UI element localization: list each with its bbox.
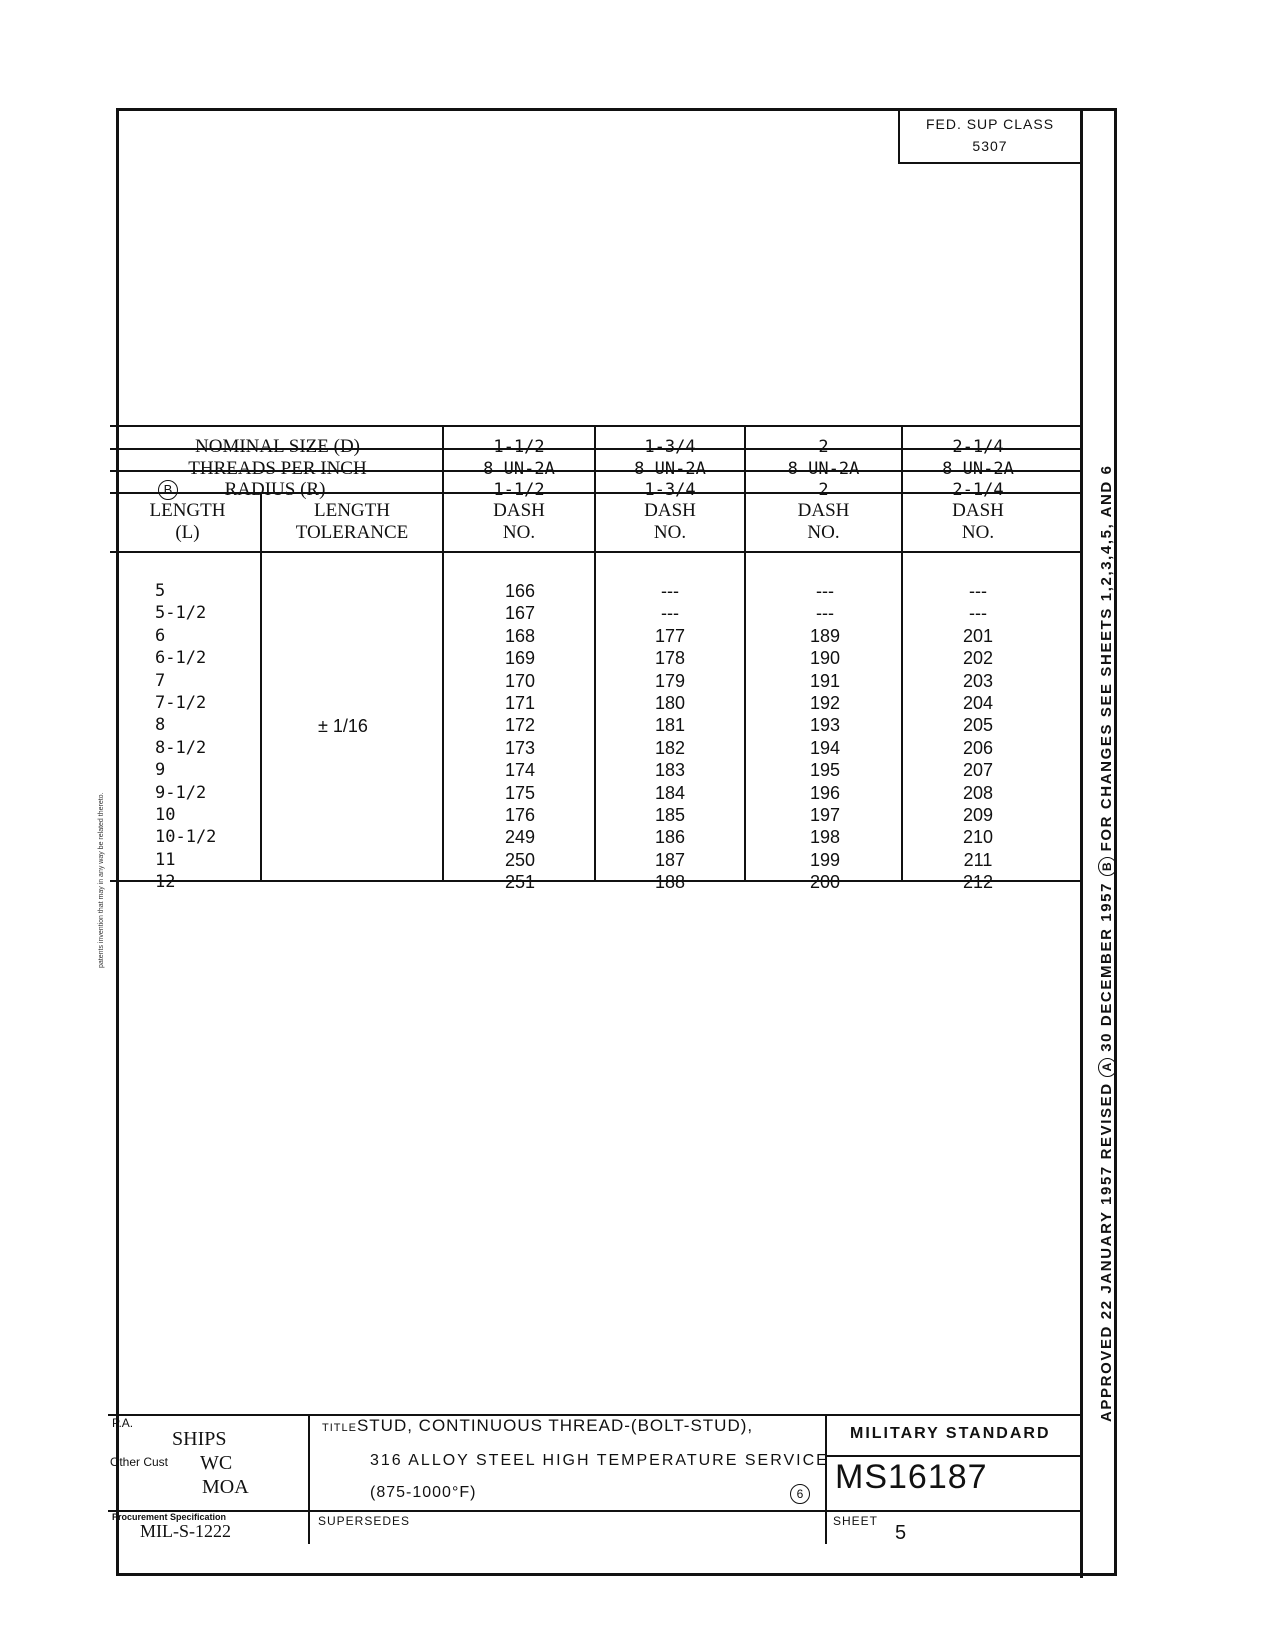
approved-date: APPROVED 22 JANUARY 1957 — [1098, 1165, 1115, 1422]
revision-b-marker: B — [1098, 857, 1117, 876]
threads-col-2: 8 UN-2A — [634, 459, 706, 479]
fed-sup-class-box — [898, 110, 1080, 164]
radius-col-3: 2 — [818, 480, 829, 500]
dash-header-no-col-3: NO. — [807, 522, 840, 543]
revision-b-radius-marker — [148, 479, 188, 500]
dash-number: 204 — [962, 692, 994, 713]
title-block-divider — [308, 1414, 310, 1544]
dash-header-col-3: DASH — [797, 500, 850, 521]
dash-number: --- — [661, 581, 679, 601]
dash-list-col-4 — [938, 580, 1018, 893]
dash-number: 250 — [504, 849, 536, 870]
title-block-divider — [825, 1414, 827, 1544]
dash-number: 190 — [809, 648, 841, 669]
dash-number: 208 — [962, 782, 994, 803]
dash-number: 172 — [504, 715, 536, 736]
revision-a-marker: A — [1098, 1058, 1117, 1077]
dash-number: --- — [969, 603, 987, 624]
dash-number: 206 — [962, 737, 994, 758]
length-value: 12 — [155, 872, 176, 893]
length-value: 9 — [155, 760, 166, 781]
dash-number: 169 — [504, 648, 536, 669]
dash-number: 251 — [504, 872, 536, 893]
dash-list-col-2 — [630, 580, 710, 893]
dash-number: 211 — [963, 849, 993, 870]
dash-number: 168 — [504, 625, 536, 646]
radius-col-1: 1-1/2 — [493, 480, 545, 500]
right-margin-line — [1080, 108, 1083, 1578]
title-revision-marker: 6 — [790, 1484, 810, 1504]
threads-col-1: 8 UN-2A — [483, 459, 555, 479]
length-value: 7 — [155, 670, 166, 691]
dash-number: --- — [816, 603, 834, 624]
radius-marker-circle: B — [158, 480, 178, 500]
dash-number: 166 — [504, 581, 536, 601]
size-col-1: 1-1/2 — [493, 437, 545, 457]
title-block-line — [827, 1455, 1083, 1457]
dash-number: --- — [661, 603, 679, 624]
dash-number: 182 — [654, 737, 686, 758]
pa-value: SHIPS — [172, 1428, 227, 1450]
fed-sup-class-value: 5307 — [972, 138, 1008, 154]
dash-number: 207 — [962, 760, 994, 781]
dash-number: 210 — [962, 827, 994, 848]
length-value: 9-1/2 — [155, 782, 207, 803]
military-standard-label: MILITARY STANDARD — [850, 1425, 1051, 1442]
dash-header-no-col-4: NO. — [961, 522, 995, 543]
dash-number: 191 — [809, 670, 841, 691]
dash-number: 212 — [962, 872, 994, 893]
dash-number: 202 — [962, 648, 994, 669]
length-value: 7-1/2 — [155, 692, 207, 713]
changes-note: FOR CHANGES SEE SHEETS 1,2,3,4,5, AND 6 — [1098, 464, 1115, 852]
dash-header-col-4: DASH — [952, 500, 1004, 521]
other-cust-1: WC — [200, 1452, 233, 1474]
dash-number: 198 — [809, 827, 841, 848]
length-value: 5 — [155, 581, 166, 601]
dash-number: 201 — [962, 625, 994, 646]
threads-col-4: 8 UN-2A — [942, 459, 1014, 479]
tolerance-header-2: TOLERANCE — [295, 522, 409, 543]
length-value: 5-1/2 — [155, 603, 207, 624]
left-margin-note: patents invention that may in any way be related thereto. — [98, 792, 105, 968]
sheet-label: SHEET — [833, 1514, 879, 1528]
standard-number: MS16187 — [835, 1458, 988, 1496]
dash-number: 177 — [654, 625, 686, 646]
fed-sup-class-label: FED. SUP CLASS — [925, 116, 1055, 132]
dash-number: 179 — [654, 670, 686, 691]
length-tolerance-value: ± 1/16 — [318, 716, 368, 736]
dash-number: 186 — [654, 827, 686, 848]
dash-number: 203 — [962, 670, 994, 691]
dash-number: --- — [969, 581, 987, 601]
length-list — [155, 580, 216, 893]
dash-number: 195 — [809, 760, 841, 781]
dash-number: 249 — [504, 827, 536, 848]
dash-list-col-3 — [785, 580, 865, 893]
dash-number: 181 — [654, 715, 686, 736]
radius-col-4: 2-1/4 — [952, 480, 1004, 500]
dash-number: 200 — [809, 872, 841, 893]
length-value: 6 — [155, 625, 166, 646]
revision-note — [1098, 322, 1124, 1422]
dash-header-col-1: DASH — [493, 500, 545, 521]
length-header-1: LENGTH — [149, 500, 226, 521]
procurement-spec-label: Procurement Specification — [112, 1512, 227, 1522]
dash-number: 193 — [809, 715, 841, 736]
other-cust-label: Other Cust — [110, 1455, 169, 1469]
dash-number: 205 — [962, 715, 994, 736]
dash-number: 185 — [654, 804, 686, 825]
length-value: 11 — [155, 849, 176, 870]
dash-number: 188 — [654, 872, 686, 893]
dash-number: 173 — [504, 737, 536, 758]
table-divider — [260, 492, 262, 882]
title-text-1: STUD, CONTINUOUS THREAD-(BOLT-STUD), — [356, 1416, 754, 1435]
radius-col-2: 1-3/4 — [644, 480, 696, 500]
dash-number: 187 — [654, 849, 686, 870]
dash-number: 170 — [504, 670, 536, 691]
size-col-2: 1-3/4 — [644, 437, 696, 457]
dash-number: 196 — [809, 782, 841, 803]
radius-label: RADIUS (R) — [224, 479, 326, 500]
length-value: 8-1/2 — [155, 737, 207, 758]
length-value: 10 — [155, 804, 176, 825]
dash-list-col-1 — [480, 580, 560, 893]
length-header-2: (L) — [175, 522, 200, 543]
pa-label: P.A. — [112, 1416, 134, 1430]
dash-number: 192 — [809, 692, 841, 713]
dash-number: 174 — [504, 760, 536, 781]
dash-number: --- — [816, 581, 834, 601]
dash-header-no-col-2: NO. — [653, 522, 687, 543]
procurement-spec-value: MIL-S-1222 — [140, 1521, 231, 1541]
dash-number: 175 — [504, 782, 536, 803]
other-cust-2: MOA — [202, 1476, 249, 1498]
dash-number: 184 — [654, 782, 686, 803]
dash-number: 171 — [504, 692, 536, 713]
sheet-value: 5 — [895, 1522, 907, 1544]
size-col-4: 2-1/4 — [952, 437, 1004, 457]
length-value: 8 — [155, 715, 166, 736]
title-line-2: 316 ALLOY STEEL HIGH TEMPERATURE SERVICE — [370, 1452, 829, 1469]
dash-number: 167 — [504, 603, 536, 624]
length-value: 10-1/2 — [155, 827, 217, 848]
title-line-1 — [322, 1416, 753, 1436]
dash-number: 178 — [654, 648, 686, 669]
dash-number: 209 — [962, 804, 994, 825]
revision-date: 30 DECEMBER 1957 — [1098, 881, 1115, 1052]
title-block-line — [308, 1510, 1083, 1512]
nominal-size-label: NOMINAL SIZE (D) — [195, 436, 360, 457]
dash-number: 199 — [809, 849, 841, 870]
title-prefix: TITLE — [322, 1422, 357, 1434]
supersedes-label: SUPERSEDES — [318, 1514, 411, 1528]
revised-label: REVISED — [1098, 1082, 1115, 1160]
length-value: 6-1/2 — [155, 648, 207, 669]
dash-number: 183 — [654, 760, 686, 781]
size-col-3: 2 — [818, 437, 829, 457]
dash-number: 180 — [654, 692, 686, 713]
dash-header-no-col-1: NO. — [502, 522, 536, 543]
dash-number: 194 — [809, 737, 841, 758]
dash-header-col-2: DASH — [644, 500, 696, 521]
title-line-3: (875-1000°F) — [370, 1484, 477, 1501]
threads-col-3: 8 UN-2A — [787, 459, 860, 479]
dash-number: 197 — [809, 804, 841, 825]
dash-number: 176 — [504, 804, 536, 825]
dash-number: 189 — [809, 625, 841, 646]
threads-per-inch-label: THREADS PER INCH — [188, 458, 367, 479]
tolerance-header-1: LENGTH — [314, 500, 390, 521]
